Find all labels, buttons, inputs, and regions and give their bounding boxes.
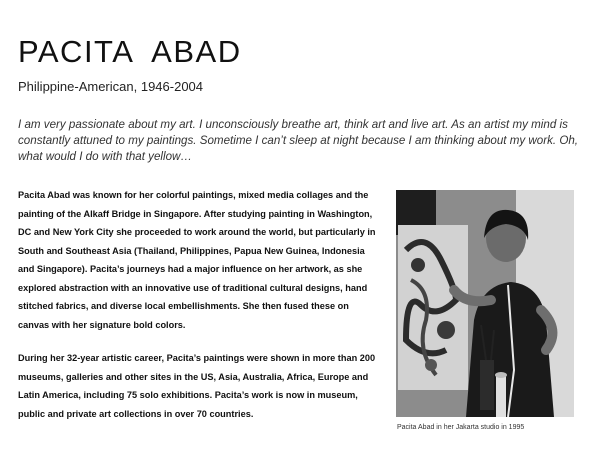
artist-subtitle: Philippine-American, 1946-2004 bbox=[18, 79, 204, 94]
bio-paragraph-2: During her 32-year artistic career, Pacita’s paintings were shown in more than 200 museums, galleries and other sites in the US, Asia, Australia, Africa, Europe and Latin America, including 75 solo exhibitions. Pacita’s work is now in museum, public and private art collections in over 70 countries. bbox=[18, 353, 376, 419]
artist-photo bbox=[396, 190, 574, 417]
artist-photo-illustration bbox=[396, 190, 574, 417]
page-title: PACITA ABAD bbox=[18, 34, 242, 69]
biography bbox=[18, 186, 380, 438]
bio-paragraph-1: Pacita Abad was known for her colorful paintings, mixed media collages and the painting of the Alkaff Bridge in Singapore. After studying painting in Washington, DC and New York City she proceeded to work around the world, but particularly in South and Southeast Asia (Thailand, Philippines, Papua New Guinea, Indonesia and Singapore). Pacita’s journeys had a major influence on her artwork, as she explored abstraction with an innovative use of traditional cultural designs, hand stitched fabrics, and diverse local embellishments. She then fused these on canvas with her signature bold colors. bbox=[18, 190, 376, 330]
artist-quote: I am very passionate about my art. I unconsciously breathe art, think art and live art. As an artist my mind is constantly attuned to my paintings. Sometime I can’t sleep at night because I am thinking about my work. Oh, what would I do with that yellow… bbox=[18, 118, 579, 163]
photo-caption: Pacita Abad in her Jakarta studio in 1995 bbox=[397, 424, 525, 431]
